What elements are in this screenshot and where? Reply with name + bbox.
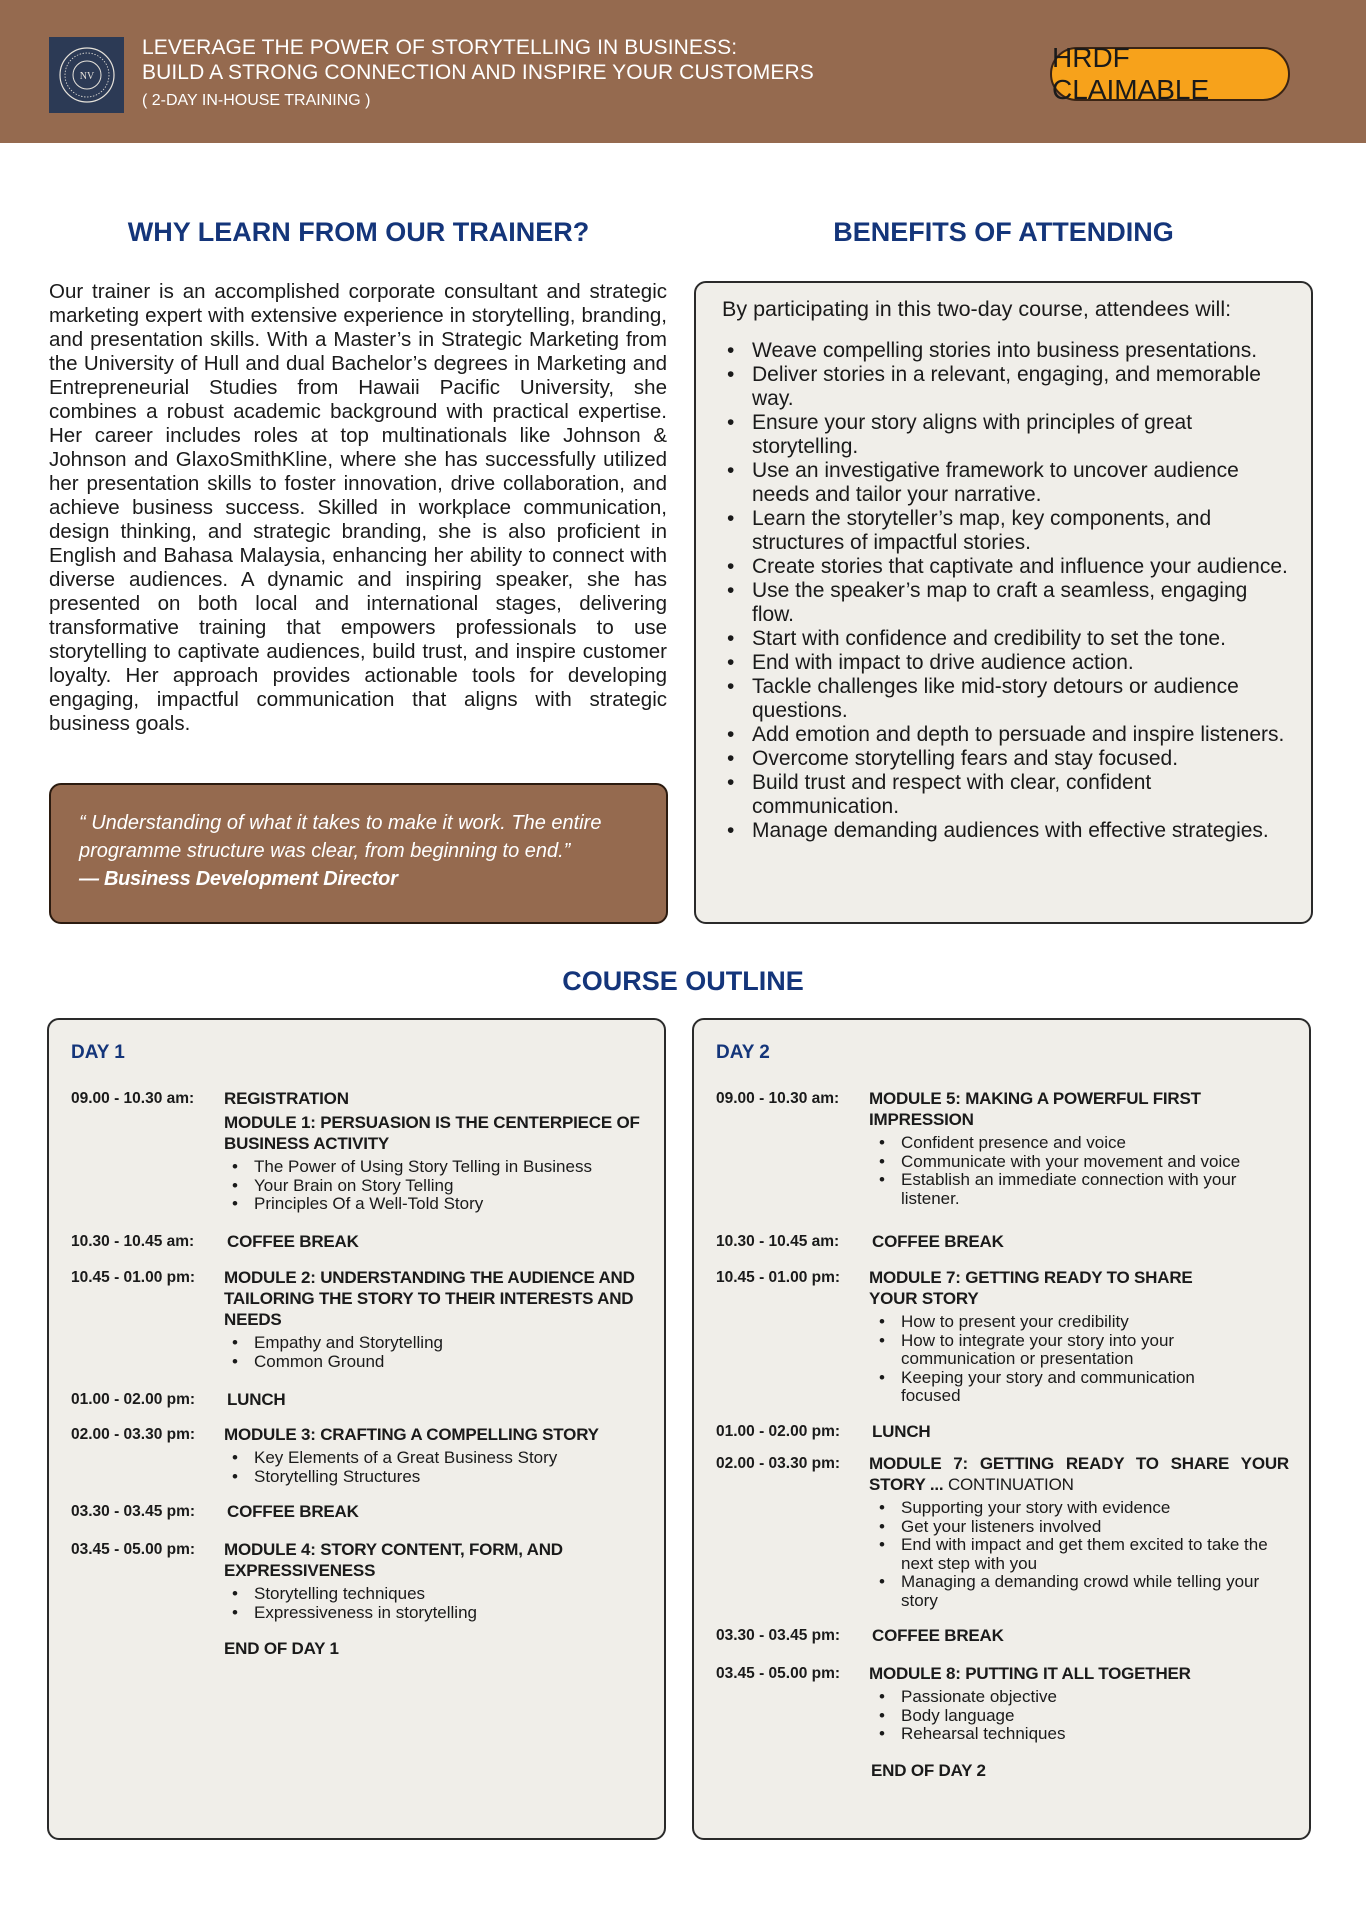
topic-item: • The Power of Using Story Telling in Business bbox=[254, 1158, 644, 1177]
topic-item: • Supporting your story with evidence bbox=[901, 1499, 1289, 1518]
topic-item: • End with impact and get them excited to take the next step with you bbox=[901, 1536, 1289, 1573]
benefit-item: • Build trust and respect with clear, confident communication. bbox=[722, 771, 1291, 819]
topic-item: • Key Elements of a Great Business Story bbox=[254, 1449, 644, 1468]
slot-time: 01.00 - 02.00 pm: bbox=[71, 1391, 196, 1408]
header-band bbox=[0, 0, 1366, 143]
slot-time: 03.45 - 05.00 pm: bbox=[716, 1665, 841, 1682]
module-topics bbox=[869, 1134, 1269, 1208]
module-title: MODULE 7: GETTING READY TO SHARE YOUR STORY bbox=[869, 1268, 1193, 1308]
benefits-box bbox=[694, 281, 1313, 924]
benefit-item: • Learn the storyteller’s map, key components, and structures of impactful stories. bbox=[722, 507, 1291, 555]
module-topics bbox=[869, 1313, 1214, 1406]
topic-item: • Confident presence and voice bbox=[901, 1134, 1269, 1153]
benefit-item: • Manage demanding audiences with effective strategies. bbox=[722, 819, 1291, 843]
logo-emblem-icon bbox=[57, 45, 117, 105]
slot-title: LUNCH bbox=[872, 1422, 931, 1441]
hrdf-claimable-badge: HRDF CLAIMABLE bbox=[1050, 47, 1290, 101]
header-title-block bbox=[142, 35, 814, 113]
module-topics bbox=[869, 1688, 1289, 1744]
slot-time: 10.30 - 10.45 am: bbox=[716, 1233, 840, 1250]
slot-title: LUNCH bbox=[227, 1390, 286, 1409]
slot-time: 10.45 - 01.00 pm: bbox=[716, 1269, 841, 1286]
topic-item: • Expressiveness in storytelling bbox=[254, 1604, 644, 1623]
topic-item: • Get your listeners involved bbox=[901, 1518, 1289, 1537]
topic-item: • Keeping your story and communication focused bbox=[901, 1369, 1214, 1406]
day2-title: DAY 2 bbox=[716, 1042, 770, 1063]
benefit-item: • Ensure your story aligns with principles of great storytelling. bbox=[722, 411, 1291, 459]
slot-title: REGISTRATION bbox=[224, 1089, 349, 1108]
module-topics bbox=[224, 1585, 644, 1622]
topic-item: • Common Ground bbox=[254, 1353, 644, 1372]
slot-time: 01.00 - 02.00 pm: bbox=[716, 1423, 841, 1440]
course-outline-title: COURSE OUTLINE bbox=[562, 966, 804, 996]
topic-item: • How to present your credibility bbox=[901, 1313, 1214, 1332]
end-of-day-label: END OF DAY 1 bbox=[224, 1639, 339, 1658]
topic-item: • Empathy and Storytelling bbox=[254, 1334, 644, 1353]
benefit-item: • Start with confidence and credibility to set the tone. bbox=[722, 627, 1291, 651]
module-title: MODULE 4: STORY CONTENT, FORM, AND EXPRESSIVENESS bbox=[224, 1540, 563, 1580]
module-topics bbox=[869, 1499, 1289, 1610]
module-topics bbox=[224, 1334, 644, 1371]
continuation-label: CONTINUATION bbox=[947, 1475, 1074, 1494]
module-title: MODULE 1: PERSUASION IS THE CENTERPIECE OF BUSINESS ACTIVITY bbox=[224, 1113, 640, 1153]
topic-item: • Principles Of a Well-Told Story bbox=[254, 1195, 644, 1214]
slot-time: 03.30 - 03.45 pm: bbox=[716, 1627, 841, 1644]
module-title: MODULE 7: GETTING READY TO SHARE YOUR STORY ... CONTINUATION bbox=[869, 1454, 1289, 1494]
slot-time: 10.30 - 10.45 am: bbox=[71, 1233, 195, 1250]
benefit-item: • Deliver stories in a relevant, engaging, and memorable way. bbox=[722, 363, 1291, 411]
testimonial-box bbox=[49, 783, 668, 924]
company-logo bbox=[49, 37, 124, 113]
module-title: MODULE 8: PUTTING IT ALL TOGETHER bbox=[869, 1664, 1191, 1683]
benefits-intro: By participating in this two-day course, attendees will: bbox=[722, 297, 1232, 321]
header-title-line2: BUILD A STRONG CONNECTION AND INSPIRE YOUR CUSTOMERS bbox=[142, 61, 814, 84]
benefits-list bbox=[722, 339, 1291, 843]
module-title: MODULE 5: MAKING A POWERFUL FIRST IMPRESSION bbox=[869, 1089, 1201, 1129]
slot-title: COFFEE BREAK bbox=[227, 1502, 359, 1521]
slot-time: 02.00 - 03.30 pm: bbox=[716, 1455, 841, 1472]
trainer-section-title: WHY LEARN FROM OUR TRAINER? bbox=[127, 217, 590, 247]
topic-item: • Communicate with your movement and voice bbox=[901, 1153, 1269, 1172]
trainer-bio: Our trainer is an accomplished corporate consultant and strategic marketing expert with extensive experience in storytelling, branding, and presentation skills. With a Master’s in Strategic Marketing from the University of Hull and dual Bachelor’s degrees in Marketing and Entrepreneurial Studies from Hawaii Pacific University, she combines a robust academic background with practical expertise. Her career includes roles at top multinationals like Johnson & Johnson and GlaxoSmithKline, where she has successfully utilized her presentation skills to foster innovation, drive collaboration, and achieve business success. Skilled in workplace communication, design thinking, and strategic branding, she is also proficient in English and Bahasa Malaysia, enhancing her ability to connect with diverse audiences. A dynamic and inspiring speaker, she has presented on both local and international stages, delivering transformative training that empowers professionals to use storytelling to captivate audiences, build trust, and inspire customer loyalty. Her approach provides actionable tools for developing engaging, impactful communication that aligns with strategic business goals. bbox=[49, 280, 667, 735]
topic-item: • Rehearsal techniques bbox=[901, 1725, 1289, 1744]
testimonial-quote: “ Understanding of what it takes to make it work. The entire programme structure was clear, from beginning to end.” bbox=[79, 812, 602, 862]
benefit-item: • Tackle challenges like mid-story detours or audience questions. bbox=[722, 675, 1291, 723]
topic-item: • Storytelling Structures bbox=[254, 1468, 644, 1487]
slot-time: 03.30 - 03.45 pm: bbox=[71, 1503, 196, 1520]
topic-item: • Storytelling techniques bbox=[254, 1585, 644, 1604]
topic-item: • Body language bbox=[901, 1707, 1289, 1726]
end-of-day-label: END OF DAY 2 bbox=[871, 1760, 986, 1780]
topic-item: • Your Brain on Story Telling bbox=[254, 1177, 644, 1196]
slot-title: COFFEE BREAK bbox=[227, 1232, 359, 1251]
slot-time: 02.00 - 03.30 pm: bbox=[71, 1426, 196, 1443]
header-subtitle: ( 2-DAY IN-HOUSE TRAINING ) bbox=[142, 92, 371, 109]
benefit-item: • Weave compelling stories into business presentations. bbox=[722, 339, 1291, 363]
topic-item: • Establish an immediate connection with your listener. bbox=[901, 1171, 1269, 1208]
benefit-item: • Create stories that captivate and influence your audience. bbox=[722, 555, 1291, 579]
module-topics bbox=[224, 1158, 644, 1214]
topic-item: • Managing a demanding crowd while telling your story bbox=[901, 1573, 1289, 1610]
module-title: MODULE 3: CRAFTING A COMPELLING STORY bbox=[224, 1425, 599, 1444]
module-topics bbox=[224, 1449, 644, 1486]
benefit-item: • Overcome storytelling fears and stay focused. bbox=[722, 747, 1291, 771]
slot-time: 09.00 - 10.30 am: bbox=[71, 1090, 195, 1107]
slot-time: 03.45 - 05.00 pm: bbox=[71, 1541, 196, 1558]
benefits-section-title: BENEFITS OF ATTENDING bbox=[833, 217, 1174, 247]
day2-box bbox=[692, 1018, 1311, 1840]
svg-text:NV: NV bbox=[79, 71, 94, 82]
benefit-item: • Use an investigative framework to uncover audience needs and tailor your narrative. bbox=[722, 459, 1291, 507]
benefit-item: • Add emotion and depth to persuade and inspire listeners. bbox=[722, 723, 1291, 747]
benefit-item: • End with impact to drive audience action. bbox=[722, 651, 1291, 675]
day1-title: DAY 1 bbox=[71, 1042, 125, 1063]
header-title-line1: LEVERAGE THE POWER OF STORYTELLING IN BUSINESS: bbox=[142, 36, 738, 59]
day1-box bbox=[47, 1018, 666, 1840]
topic-item: • How to integrate your story into your communication or presentation bbox=[901, 1332, 1214, 1369]
slot-time: 10.45 - 01.00 pm: bbox=[71, 1269, 196, 1286]
testimonial-author: — Business Development Director bbox=[79, 868, 398, 890]
benefit-item: • Use the speaker’s map to craft a seamless, engaging flow. bbox=[722, 579, 1291, 627]
topic-item: • Passionate objective bbox=[901, 1688, 1289, 1707]
module-title: MODULE 2: UNDERSTANDING THE AUDIENCE AND TAILORING THE STORY TO THEIR INTERESTS AND NEEDS bbox=[224, 1268, 635, 1329]
slot-time: 09.00 - 10.30 am: bbox=[716, 1090, 840, 1107]
slot-title: COFFEE BREAK bbox=[872, 1626, 1004, 1645]
slot-title: COFFEE BREAK bbox=[872, 1232, 1004, 1251]
